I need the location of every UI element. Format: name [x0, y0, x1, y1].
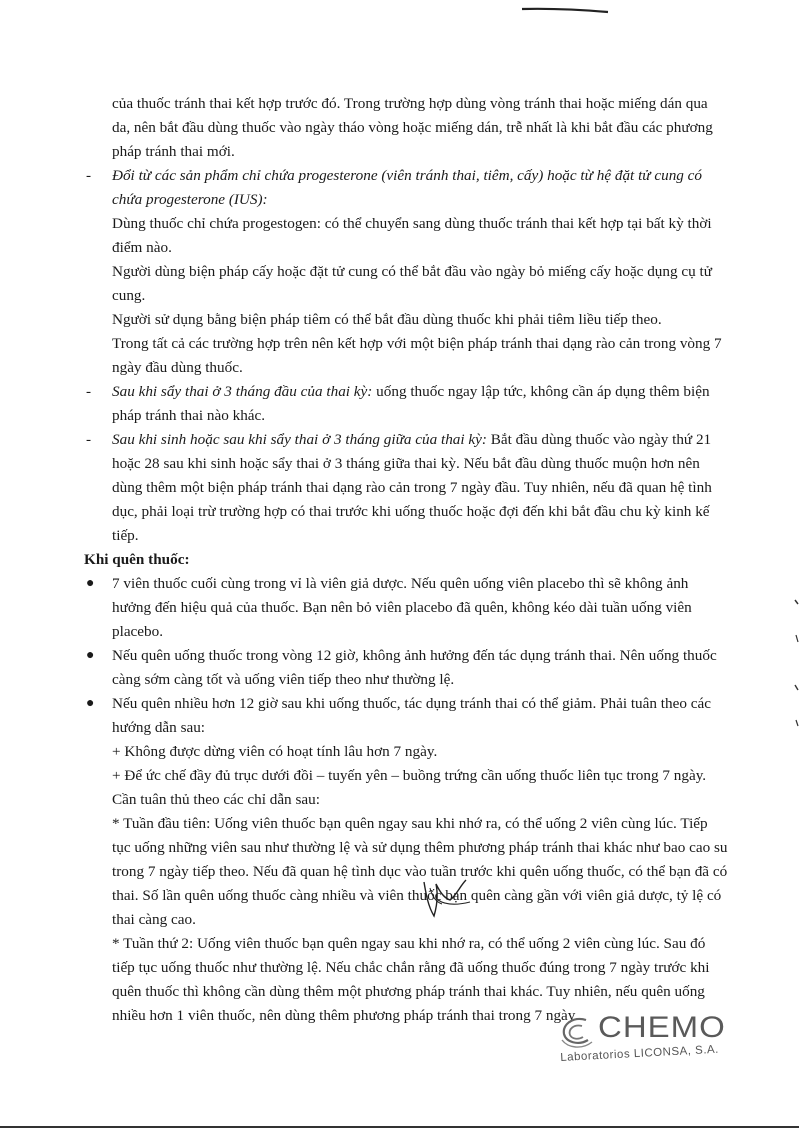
logo-wordmark: CHEMO: [598, 1010, 726, 1044]
text-line: placebo.: [112, 623, 164, 640]
text-line: trong 7 ngày tiếp theo. Nếu đã quan hệ tình dục vào tuần trước khi quên uống thuốc, có thể bạn đã có: [112, 863, 728, 880]
scan-mark: [520, 6, 610, 14]
bullet-item-12h: [86, 644, 766, 692]
dash-item-progesterone: [86, 164, 766, 212]
text-line: quên thuốc thì không cần dùng thêm một phương pháp tránh thai khác. Tuy nhiên, nếu quên uống: [112, 983, 705, 1000]
text-line: tục uống những viên sau như thường lệ và sử dụng thêm phương pháp tránh thai khác như bao cao su: [112, 839, 728, 856]
text-line: tiếp tục uống thuốc như thường lệ. Nếu chắc chắn rằng đã uống thuốc đúng trong 7 ngày trước khi: [112, 959, 710, 976]
dash-marker: -: [86, 167, 92, 184]
bullet-marker: ●: [86, 696, 95, 711]
dash-marker: -: [86, 383, 92, 400]
dash-marker: -: [86, 431, 92, 448]
text-line: dục, phải loại trừ trường hợp có thai trước khi uống thuốc hoặc đợi đến khi bắt đầu chu kỳ kinh kế: [112, 503, 710, 520]
text-line: hưởng đến hiệu quả của thuốc. Bạn nên bỏ viên placebo đã quên, không kéo dài tuần uống viên: [112, 599, 692, 616]
bullet-marker: ●: [86, 576, 95, 591]
bullet-item-over-12h: [86, 692, 766, 1028]
bullet-marker: ●: [86, 648, 95, 663]
company-logo: [556, 1010, 756, 1072]
logo-subtitle: Laboratorios LICONSA, S.A.: [560, 1043, 720, 1064]
text-line: pháp tránh thai nào khác.: [112, 407, 266, 424]
text-line: pháp tránh thai mới.: [112, 143, 235, 160]
text-line: * Tuần đầu tiên: Uống viên thuốc bạn quên ngay sau khi nhớ ra, có thể uống 2 viên cùng lúc. Tiếp: [112, 815, 708, 832]
text-line: Người dùng biện pháp cấy hoặc đặt tử cung có thể bắt đầu vào ngày bỏ miếng cấy hoặc dụng cụ tử: [112, 263, 712, 280]
text-line: Trong tất cả các trường hợp trên nên kết hợp với một biện pháp tránh thai dạng rào cản trong vòng 7: [112, 335, 722, 352]
text-line: cung.: [112, 287, 146, 304]
text-line: + Không được dừng viên có hoạt tính lâu hơn 7 ngày.: [112, 743, 438, 760]
text-phrase: Bắt đầu dùng thuốc vào ngày thứ 21: [486, 431, 712, 448]
section-heading: Khi quên thuốc:: [84, 551, 190, 568]
italic-phrase: Sau khi sinh hoặc sau khi sẩy thai ở 3 tháng giữa của thai kỳ:: [112, 431, 487, 448]
dash-item-postpartum: [86, 428, 766, 548]
text-line: Cần tuân thủ theo các chỉ dẫn sau:: [112, 791, 320, 808]
text-line: hoặc 28 sau khi sinh hoặc sẩy thai ở 3 tháng giữa thai kỳ. Nếu bắt đầu dùng thuốc muộn hơn nên: [112, 455, 700, 472]
text-line: Đổi từ các sản phẩm chỉ chứa progesterone (viên tránh thai, tiêm, cấy) hoặc từ hệ đặt tử cung có: [112, 167, 703, 184]
text-line: thai. Số lần quên uống thuốc càng nhiều và viên thuốc bạn quên càng gần với viên giả dược, tỷ lệ có: [112, 887, 722, 904]
swirl-logo-icon: [556, 1014, 596, 1050]
text-line: da, nên bắt đầu dùng thuốc vào ngày tháo vòng hoặc miếng dán, trễ nhất là khi bắt đầu các phương: [112, 119, 713, 136]
text-line: điểm nào.: [112, 239, 172, 256]
text-line: * Tuần thứ 2: Uống viên thuốc bạn quên ngay sau khi nhớ ra, có thể uống 2 viên cùng lúc. Sau đó: [112, 935, 706, 952]
text-line: 7 viên thuốc cuối cùng trong vỉ là viên giả dược. Nếu quên uống viên placebo thì sẽ không ảnh: [112, 575, 689, 592]
text-line: nhiều hơn 1 viên thuốc, nên dùng thêm phương pháp tránh thai trong 7 ngày.: [112, 1007, 579, 1024]
scan-edge-marks: [789, 590, 799, 740]
text-line: dùng thêm một biện pháp tránh thai dạng rào cản trong 7 ngày đầu. Tuy nhiên, nếu đã quan hệ tình: [112, 479, 712, 496]
text-line: của thuốc tránh thai kết hợp trước đó. Trong trường hợp dùng vòng tránh thai hoặc miếng dán qua: [112, 95, 708, 112]
dash-item-miscarriage: [86, 380, 766, 428]
italic-phrase: Sau khi sẩy thai ở 3 tháng đầu của thai kỳ:: [112, 383, 373, 400]
text-line: ngày đầu dùng thuốc.: [112, 359, 243, 376]
text-line: [86, 428, 766, 452]
text-line: [86, 380, 766, 404]
text-phrase: uống thuốc ngay lập tức, không cần áp dụng thêm biện: [372, 383, 710, 400]
text-line: thai càng cao.: [112, 911, 196, 928]
text-line: Nếu quên nhiều hơn 12 giờ sau khi uống thuốc, tác dụng tránh thai có thể giảm. Phải tuân theo các: [112, 695, 711, 712]
bullet-item-placebo: [86, 572, 766, 644]
text-line: Dùng thuốc chỉ chứa progestogen: có thể chuyển sang dùng thuốc tránh thai kết hợp tại bất kỳ thời: [112, 215, 712, 232]
text-line: + Để ức chế đầy đủ trục dưới đồi – tuyến yên – buồng trứng cần uống thuốc liên tục trong 7 ngày.: [112, 767, 707, 784]
text-line: chứa progesterone (IUS):: [112, 191, 268, 208]
text-line: hướng dẫn sau:: [112, 719, 206, 736]
scan-bottom-edge: [0, 1126, 799, 1128]
text-line: càng sớm càng tốt và uống viên tiếp theo như thường lệ.: [112, 671, 455, 688]
text-line: Nếu quên uống thuốc trong vòng 12 giờ, không ảnh hưởng đến tác dụng tránh thai. Nên uống thuốc: [112, 647, 717, 664]
text-line: Người sử dụng bằng biện pháp tiêm có thể bắt đầu dùng thuốc khi phải tiêm liều tiếp theo.: [112, 311, 662, 328]
handwritten-signature: [410, 876, 490, 922]
text-line: tiếp.: [112, 527, 139, 544]
